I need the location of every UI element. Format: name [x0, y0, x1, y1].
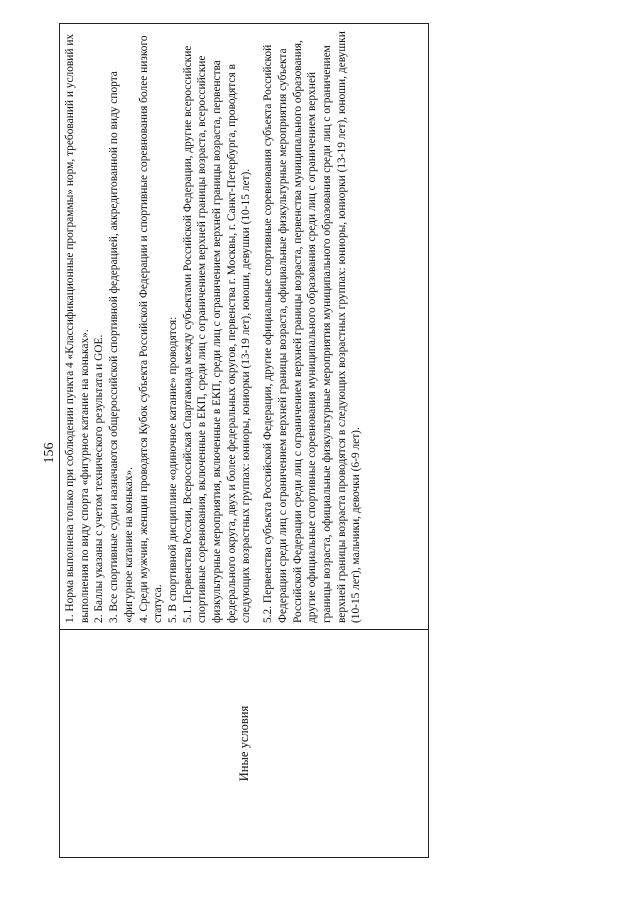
condition-item-2: 2. Баллы указаны с учетом технического результата и GOE. — [93, 334, 106, 623]
table-viewport — [59, 23, 429, 858]
table-content-cell — [60, 24, 428, 629]
conditions-table — [59, 23, 429, 858]
condition-item-4: 4. Среди мужчин, женщин проводятся Кубок субъекта Российской Федерации и спортивные соревнования более низкого статуса. — [137, 35, 165, 623]
condition-item-5-1: 5.1. Первенства России, Всероссийская Спартакиада между субъектами Российской Федерации, другие всероссийские спортивные соревнования, включенные в ЕКП, среди лиц с ограничением верхней границы возраста, всероссийские физкультурные мероприятия, включенные в ЕКП, среди лиц с ограничением верхней границы возраста, первенства федерального округа, двух и более федеральных округов, первенства г. Москвы, г. Санкт-Петербурга, проводятся в следующих возрастных группах: юниоры, юниорки (13-19 лет), юноши, девушки (10-15 лет). — [181, 45, 253, 623]
other-conditions-label: Иные условия — [236, 705, 251, 782]
condition-item-1: 1. Норма выполнена только при соблюдении пункта 4 «Классификационные программы» норм, требований и условий их выполнения по виду спорта «фигурное катание на коньках». — [64, 33, 91, 623]
condition-item-5: 5. В спортивной дисциплине «одиночное катание» проводятся: — [166, 316, 179, 623]
condition-item-3: 3. Все спортивные судьи назначаются общероссийской спортивной федерацией, аккредитованной по виду спорта «фигурное катание на коньках». — [108, 71, 135, 623]
table-label-cell — [60, 629, 428, 857]
condition-item-5-2: 5.2. Первенства субъекта Российской Федерации, другие официальные спортивные соревнования субъекта Российской Федерации среди лиц с ограничением верхней границы возраста, официальные физкультурные мероприятия субъекта Российской Федерации среди лиц с ограничением верхней границы возраста, первенства муниципального образования, другие официальные спортивные соревнования муниципального образования среди лиц с ограничением верхней границы возраста, официальные физкультурные мероприятия муниципального образования среди лиц с ограничением верхней границы возраста проводятся в следующих возрастных группах: юниоры, юниорки (13-19 лет), юноши, девушки (10-15 лет), мальчики, девочки (6-9 лет). — [262, 31, 363, 623]
page-number: 156 — [42, 442, 57, 464]
